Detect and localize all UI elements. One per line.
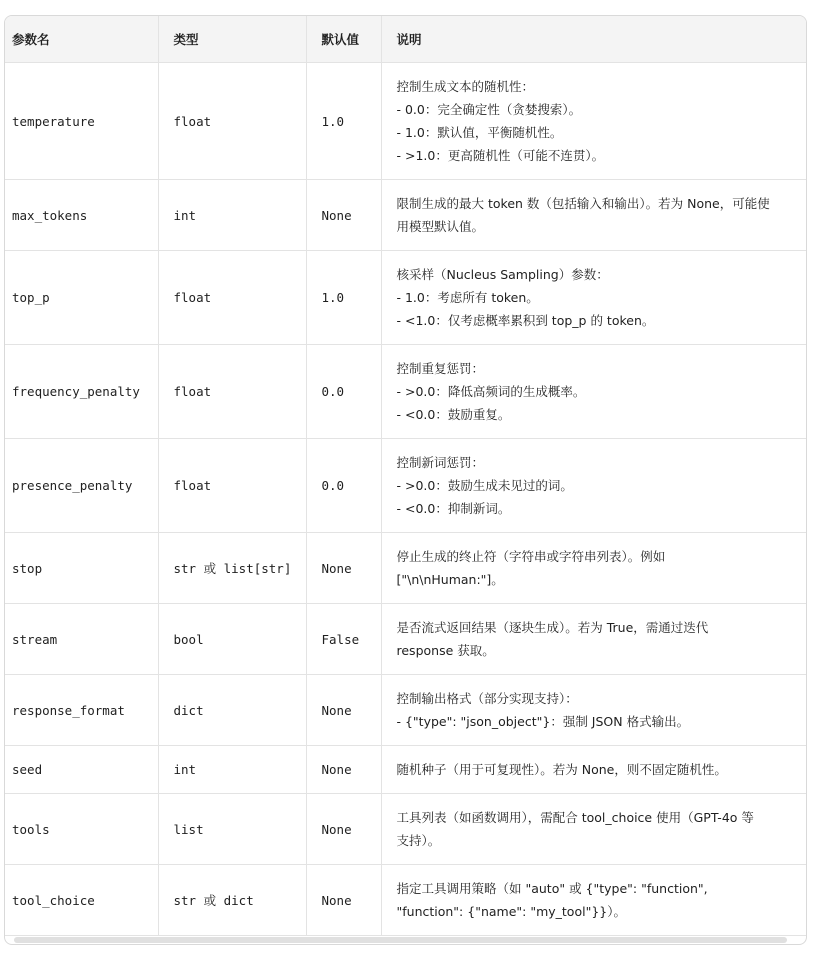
param-name-cell: temperature (5, 63, 158, 180)
header-description: 说明 (381, 16, 806, 63)
description-line: - {"type": "json_object"}：强制 JSON 格式输出。 (396, 714, 690, 729)
description-line: 工具列表（如函数调用），需配合 tool_choice 使用（GPT-4o 等 (396, 810, 754, 825)
description-line: 随机种子（用于可复现性）。若为 None，则不固定随机性。 (396, 762, 727, 777)
param-default-cell: None (306, 180, 381, 251)
param-name-cell: seed (5, 746, 158, 794)
param-name-cell: response_format (5, 675, 158, 746)
param-default-cell: None (306, 533, 381, 604)
table-row (5, 180, 806, 251)
param-default-cell: 0.0 (306, 345, 381, 439)
param-name-cell: stream (5, 604, 158, 675)
description-line: 指定工具调用策略（如 "auto" 或 {"type": "function", (396, 881, 708, 896)
description-line: - >0.0：降低高频词的生成概率。 (396, 384, 586, 399)
table-row (5, 746, 806, 794)
param-type-cell: dict (158, 675, 306, 746)
param-description-cell (381, 533, 806, 604)
param-description-cell (381, 746, 806, 794)
description-line: - <0.0：抑制新词。 (396, 501, 511, 516)
table-scroll-area[interactable] (5, 16, 806, 944)
param-default-cell: 1.0 (306, 63, 381, 180)
description-line: 用模型默认值。 (396, 219, 485, 234)
description-line: - 0.0：完全确定性（贪婪搜索）。 (396, 102, 582, 117)
description-line: 控制新词惩罚： (396, 455, 485, 470)
param-default-cell: False (306, 604, 381, 675)
table-row (5, 794, 806, 865)
table-row (5, 533, 806, 604)
param-name-cell: stop (5, 533, 158, 604)
description-line: "function": {"name": "my_tool"}}）。 (396, 904, 626, 919)
param-description-cell (381, 251, 806, 345)
description-line: ["\n\nHuman:"]。 (396, 572, 504, 587)
description-line: 是否流式返回结果（逐块生成）。若为 True，需通过迭代 (396, 620, 709, 635)
param-type-cell: list (158, 794, 306, 865)
param-default-cell: None (306, 746, 381, 794)
description-line: 支持）。 (396, 833, 441, 848)
param-name-cell: presence_penalty (5, 439, 158, 533)
description-line: - >0.0：鼓励生成未见过的词。 (396, 478, 573, 493)
description-line: 停止生成的终止符（字符串或字符串列表）。例如 (396, 549, 666, 564)
description-line: 限制生成的最大 token 数（包括输入和输出）。若为 None，可能使 (396, 196, 770, 211)
table-header-row (5, 16, 806, 63)
table-row (5, 63, 806, 180)
param-description-cell (381, 439, 806, 533)
param-type-cell: str 或 dict (158, 865, 306, 936)
header-type: 类型 (158, 16, 306, 63)
param-default-cell: 1.0 (306, 251, 381, 345)
param-default-cell: None (306, 794, 381, 865)
description-line: response 获取。 (396, 643, 495, 658)
param-default-cell: 0.0 (306, 439, 381, 533)
description-line: - <0.0：鼓励重复。 (396, 407, 511, 422)
table-row (5, 865, 806, 936)
param-name-cell: tools (5, 794, 158, 865)
table-row (5, 604, 806, 675)
table-row (5, 439, 806, 533)
param-type-cell: float (158, 345, 306, 439)
description-line: 控制重复惩罚： (396, 361, 485, 376)
param-description-cell (381, 865, 806, 936)
parameter-table (5, 16, 806, 936)
param-name-cell: frequency_penalty (5, 345, 158, 439)
description-line: 核采样（Nucleus Sampling）参数： (396, 267, 609, 282)
param-description-cell (381, 604, 806, 675)
description-line: - >1.0：更高随机性（可能不连贯）。 (396, 148, 605, 163)
param-description-cell (381, 180, 806, 251)
param-description-cell (381, 345, 806, 439)
header-default: 默认值 (306, 16, 381, 63)
param-type-cell: bool (158, 604, 306, 675)
description-line: 控制生成文本的随机性： (396, 79, 535, 94)
param-description-cell (381, 675, 806, 746)
description-line: - 1.0：考虑所有 token。 (396, 290, 539, 305)
param-name-cell: max_tokens (5, 180, 158, 251)
param-description-cell (381, 794, 806, 865)
description-line: 控制输出格式（部分实现支持）： (396, 691, 578, 706)
header-name: 参数名 (5, 16, 158, 63)
param-type-cell: int (158, 746, 306, 794)
param-type-cell: float (158, 439, 306, 533)
parameter-table-container (4, 15, 807, 945)
param-type-cell: int (158, 180, 306, 251)
param-default-cell: None (306, 675, 381, 746)
param-type-cell: float (158, 63, 306, 180)
param-type-cell: float (158, 251, 306, 345)
param-name-cell: top_p (5, 251, 158, 345)
table-row (5, 345, 806, 439)
param-name-cell: tool_choice (5, 865, 158, 936)
param-default-cell: None (306, 865, 381, 936)
horizontal-scrollbar[interactable] (14, 937, 787, 943)
param-description-cell (381, 63, 806, 180)
table-row (5, 675, 806, 746)
param-type-cell: str 或 list[str] (158, 533, 306, 604)
description-line: - <1.0：仅考虑概率累积到 top_p 的 token。 (396, 313, 655, 328)
description-line: - 1.0：默认值，平衡随机性。 (396, 125, 563, 140)
table-row (5, 251, 806, 345)
